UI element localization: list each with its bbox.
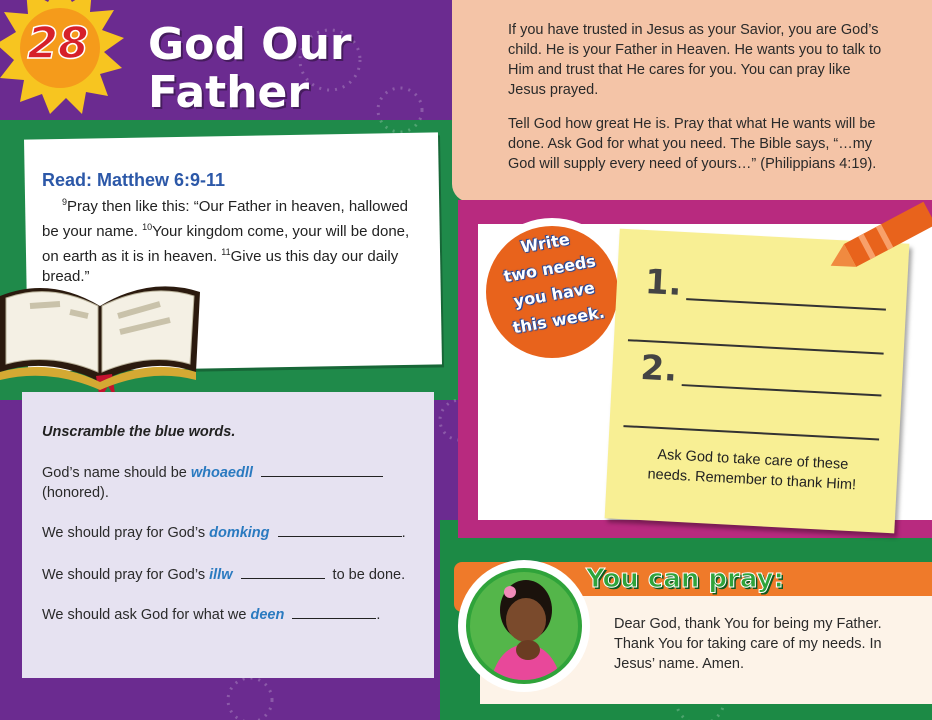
question-1: [42, 462, 412, 503]
reading-heading: Read: Matthew 6:9-11: [42, 170, 226, 190]
verse-11: Give us this day our daily bread.”: [42, 248, 399, 285]
verse-number: 10: [142, 222, 153, 232]
need-number-2: 2.: [639, 347, 679, 390]
q1-answer-blank[interactable]: [261, 462, 383, 477]
sticky-footer: [620, 443, 884, 497]
q4-answer-blank[interactable]: [292, 604, 376, 619]
crayon-icon: [822, 200, 932, 280]
question-2: [42, 522, 406, 541]
page-title-line1: God Our: [148, 19, 352, 70]
question-4: [42, 604, 380, 623]
q2-answer-blank[interactable]: [278, 522, 402, 537]
verse-9: Pray then like this: “Our Father in heaven, hallowed be your name.: [42, 198, 409, 240]
intro-paragraph-2: Tell God how great He is. Pray that what He wants will be done. Ask God for what you need. The Bible says, “…my God will supply every need of yours…” (Philippians 4:19).: [508, 116, 877, 172]
badge-line-4: this week.: [511, 302, 607, 338]
lesson-number: 28: [27, 18, 89, 69]
q1-scrambled-word: whoaedll: [190, 465, 253, 481]
praying-girl-photo: [454, 546, 594, 696]
scripture-text: [42, 192, 422, 287]
open-bible-icon: [0, 276, 200, 406]
badge-line-2: two needs: [502, 251, 598, 287]
q2-scrambled-word: domking: [209, 525, 270, 541]
verse-10: Your kingdom come, your will be done, on earth as it is in heaven.: [42, 223, 410, 265]
q3-text: We should pray for God’s: [42, 567, 206, 583]
prayer-text: Dear God, thank You for being my Father. Thank You for taking care of my needs. In Jesus’ name. Amen.: [614, 616, 882, 672]
q4-text: We should ask God for what we: [42, 607, 247, 623]
sticky-footer-line-2: needs. Remember to thank Him!: [647, 466, 857, 494]
badge-line-3: you have: [512, 277, 597, 311]
intro-paragraph-1: If you have trusted in Jesus as your Savior, you are God’s child. He is your Father in Heaven. He wants you to talk to Him and trust that He cares for you. You can pray like Jesus prayed.: [508, 22, 882, 98]
q3-answer-blank[interactable]: [241, 564, 325, 579]
q4-scrambled-word: deen: [250, 607, 285, 623]
q1-after: (honored).: [42, 485, 109, 501]
prayer-heading: You can pray:: [586, 564, 784, 594]
need-number-1: 1.: [643, 262, 683, 304]
page-title-line2: Father: [148, 67, 310, 118]
verse-number: 9: [62, 197, 68, 207]
need-2-line[interactable]: [682, 384, 882, 396]
q2-after: .: [401, 525, 406, 541]
q4-after: .: [376, 607, 381, 623]
need-2-line-2[interactable]: [623, 425, 879, 440]
q2-text: We should pray for God’s: [42, 525, 206, 541]
q3-after: to be done.: [332, 567, 406, 583]
q3-scrambled-word: illw: [209, 567, 233, 583]
sticky-footer-line-1: Ask God to take care of these: [657, 446, 849, 473]
question-3: [42, 564, 405, 583]
q1-text: God’s name should be: [42, 465, 187, 481]
verse-number: 11: [221, 247, 231, 257]
badge-text: [482, 220, 622, 344]
need-1-line[interactable]: [686, 298, 886, 310]
unscramble-instruction: Unscramble the blue words.: [42, 424, 236, 440]
badge-line-1: Write: [519, 229, 572, 257]
